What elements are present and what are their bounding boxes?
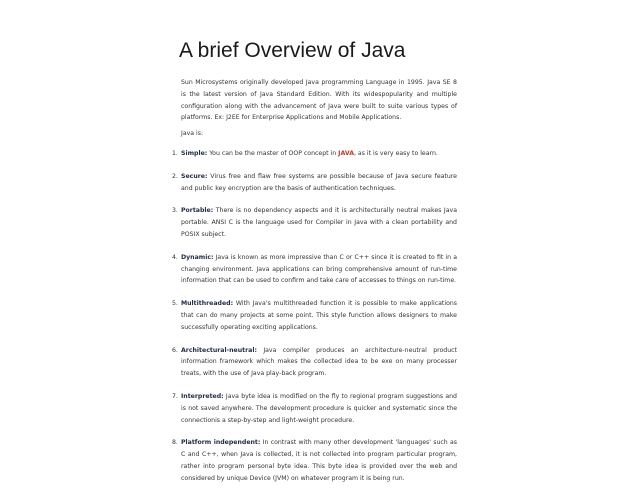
list-item-text: , as it is very easy to learn. <box>353 150 438 157</box>
list-item-text: Virus free and flaw free systems are possible because of Java secure feature and public key encryption are the basis of authentication techniques. <box>181 172 457 192</box>
list-item-heading: Platform independent: <box>181 439 261 447</box>
list-item-number: 3. <box>172 207 178 215</box>
list-item-interpreted <box>172 391 457 426</box>
list-item-text: Java byte idea is modified on the fly to regional program suggestions and is not saved anywhere. The development procedure is quicker and systematic since the connectionis a step-by-step and light-weight procedure. <box>181 392 457 424</box>
list-item-heading: Portable: <box>181 207 214 215</box>
list-item-simple <box>172 148 457 160</box>
list-item-text: Java compiler produces an architecture-neutral product information framework which makes the collected idea to be exe on many processer treats, with the use of Java play-back program. <box>181 346 457 378</box>
page-title: A brief Overview of Java <box>179 39 406 62</box>
list-item-heading: Dynamic: <box>181 253 214 261</box>
list-item-number: 1. <box>172 150 178 157</box>
list-item-text: In contrast with many other development 'languages' such as C and C++, when Java is collected, it is not collected into program particular program, rather into program personal byte idea. This byte idea is provided over the web and considered by unique Device (JVM) on whatever program it is being run. <box>181 439 458 482</box>
list-item-heading: Architectural-neutral: <box>181 346 257 354</box>
list-item-dynamic <box>172 252 457 287</box>
list-item-number: 4. <box>172 253 178 261</box>
list-item-number: 7. <box>172 392 178 400</box>
list-item-number: 8. <box>172 439 178 447</box>
list-item-heading: Simple: <box>181 150 208 157</box>
list-item-text: Java is known as more impressive than C or C++ since it is created to fit in a changing environment. Java applications can bring comprehensive amount of run-time information that can be used to confirm and take care of accesses to things on run-time. <box>181 253 457 285</box>
list-item-number: 6. <box>172 346 178 354</box>
list-item-heading: Secure: <box>181 172 208 180</box>
list-item-number: 5. <box>172 300 178 308</box>
feature-list <box>172 148 457 496</box>
list-item-portable <box>172 205 457 240</box>
java-is-label: Java is: <box>181 130 204 137</box>
list-item-secure <box>172 171 457 195</box>
list-item-architectural-neutral <box>172 345 457 380</box>
list-item-platform-independent <box>172 437 457 484</box>
list-item-multithreaded <box>172 298 457 333</box>
list-item-number: 2. <box>172 172 178 180</box>
list-item-text: With Java's multithreaded function it is possible to make applications that can do many projects at some point. This style function allows designers to make successfully operating exciting applications. <box>181 300 457 331</box>
list-item-text: There is no dependency aspects and it is architecturally neutral makes Java portable. ANSI C is the language used for Compiler in Java with a clean portability and POSIX subject. <box>181 207 457 238</box>
list-item-heading: Multithreaded: <box>181 300 234 308</box>
list-item-heading: Interpreted: <box>181 392 224 400</box>
java-highlight: JAVA <box>338 150 354 157</box>
list-item-text: You can be the master of OOP concept in <box>207 150 339 157</box>
intro-paragraph: Sun Microsystems originally developed Java programming Language in 1995. Java SE 8 is the latest version of Java Standard Edition. With its widespopularity and multiple configuration along with the advancement of Java were built to suite various types of platforms. Ex: J2EE for Enterprise Applications and Mobile Applications. <box>181 79 457 122</box>
